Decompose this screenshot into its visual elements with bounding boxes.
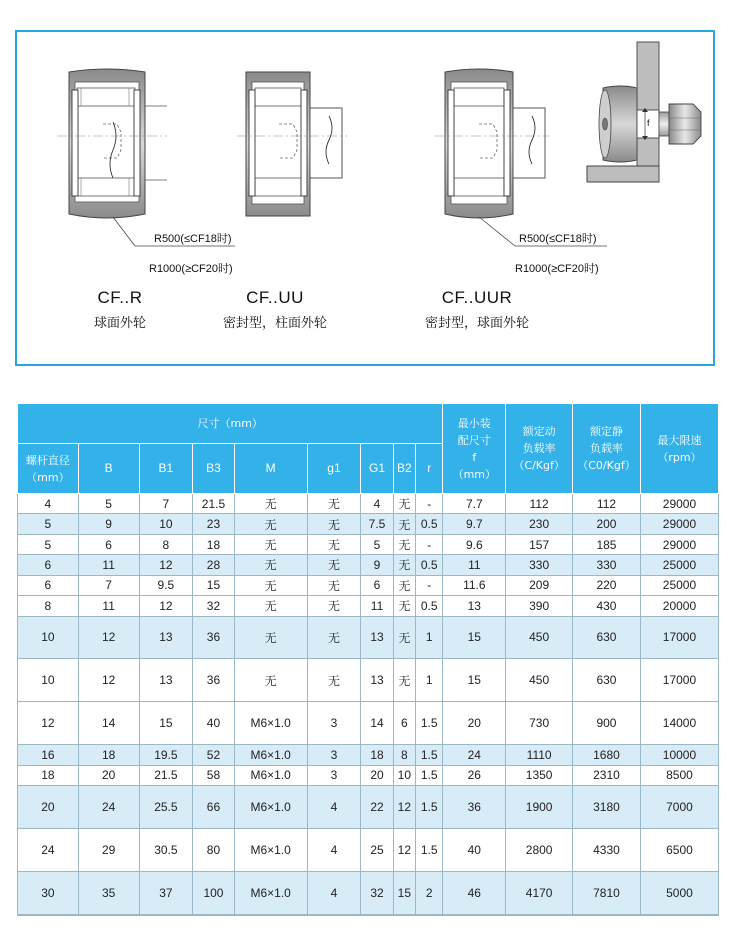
static-rating-header — [573, 404, 641, 494]
mount-dimension-label: f — [647, 118, 650, 128]
table-cell: 21.5 — [139, 765, 193, 785]
table-cell: 100 — [193, 871, 235, 914]
table-cell: 24 — [18, 829, 79, 872]
table-cell: 1.5 — [416, 829, 443, 872]
table-cell: M6×1.0 — [234, 829, 307, 872]
table-cell: 无 — [393, 494, 415, 514]
table-cell: 1.5 — [416, 702, 443, 745]
col-header-b1: B1 — [139, 444, 193, 494]
table-cell: 9 — [78, 514, 139, 534]
table-cell: 6 — [78, 534, 139, 554]
table-row — [18, 494, 719, 514]
table-cell: 3180 — [573, 786, 641, 829]
table-cell: 5 — [18, 514, 79, 534]
table-cell: 10 — [18, 616, 79, 659]
table-cell: 20 — [78, 765, 139, 785]
table-cell: 730 — [506, 702, 573, 745]
table-cell: 1.5 — [416, 786, 443, 829]
table-cell: - — [416, 575, 443, 595]
table-cell: 1.5 — [416, 745, 443, 765]
table-cell: 9.7 — [443, 514, 506, 534]
table-cell: 1 — [416, 616, 443, 659]
header-line: （C0/Kgf） — [577, 459, 636, 472]
header-line: 配尺寸 — [457, 433, 491, 447]
table-cell: 14000 — [640, 702, 718, 745]
table-cell: 15 — [443, 616, 506, 659]
variant-code: CF..UUR — [441, 288, 513, 307]
table-row — [18, 702, 719, 745]
table-cell: 630 — [573, 659, 641, 702]
table-cell: 11 — [78, 555, 139, 575]
table-cell: 22 — [361, 786, 393, 829]
dynamic-rating-header — [506, 404, 573, 494]
table-cell: 无 — [307, 596, 361, 616]
table-cell: 10 — [393, 765, 415, 785]
table-cell: 无 — [393, 534, 415, 554]
header-line: 螺杆直径 — [25, 453, 70, 467]
table-cell: 13 — [361, 616, 393, 659]
stud-diameter-header — [18, 444, 79, 494]
table-cell: 13 — [361, 659, 393, 702]
table-row — [18, 786, 719, 829]
table-cell: 230 — [506, 514, 573, 534]
table-cell: 10 — [18, 659, 79, 702]
table-cell: 2800 — [506, 829, 573, 872]
header-line: 最小装 — [457, 416, 491, 430]
table-cell: 无 — [234, 555, 307, 575]
table-cell: 30 — [18, 871, 79, 914]
table-cell: 无 — [307, 575, 361, 595]
table-cell: 4170 — [506, 871, 573, 914]
table-cell: 4330 — [573, 829, 641, 872]
table-cell: 36 — [193, 659, 235, 702]
table-cell: 35 — [78, 871, 139, 914]
table-cell: 16 — [18, 745, 79, 765]
variant-cf-r — [65, 288, 175, 331]
table-cell: 30.5 — [139, 829, 193, 872]
header-line: （mm） — [26, 470, 70, 484]
table-cell: 12 — [393, 829, 415, 872]
table-cell: 11.6 — [443, 575, 506, 595]
table-cell: 5 — [361, 534, 393, 554]
table-cell: 29000 — [640, 534, 718, 554]
table-cell: M6×1.0 — [234, 745, 307, 765]
table-cell: 12 — [78, 616, 139, 659]
table-cell: 0.5 — [416, 555, 443, 575]
table-cell: 29 — [78, 829, 139, 872]
table-cell: 13 — [443, 596, 506, 616]
table-cell: 630 — [573, 616, 641, 659]
table-cell: M6×1.0 — [234, 786, 307, 829]
table-cell: 13 — [139, 659, 193, 702]
table-cell: 无 — [393, 514, 415, 534]
table-cell: 1110 — [506, 745, 573, 765]
table-cell: 3 — [307, 765, 361, 785]
header-line: 负载率 — [589, 442, 623, 455]
table-cell: 29000 — [640, 514, 718, 534]
table-cell: 18 — [193, 534, 235, 554]
table-cell: 5 — [78, 494, 139, 514]
table-cell: 20 — [18, 786, 79, 829]
table-cell: 15 — [193, 575, 235, 595]
variant-cf-uur — [407, 288, 547, 331]
table-cell: 3 — [307, 745, 361, 765]
table-cell: 25 — [361, 829, 393, 872]
table-cell: 6 — [361, 575, 393, 595]
table-row — [18, 765, 719, 785]
table-cell: 8 — [139, 534, 193, 554]
col-header-g1-upper: G1 — [361, 444, 393, 494]
table-cell: 185 — [573, 534, 641, 554]
table-cell: 5 — [18, 534, 79, 554]
cf-r-drawing — [57, 69, 235, 246]
table-cell: 无 — [307, 616, 361, 659]
table-cell: 4 — [307, 871, 361, 914]
radius-note-right-1: R500(≤CF18时) — [519, 233, 597, 245]
table-cell: 1350 — [506, 765, 573, 785]
table-cell: - — [416, 494, 443, 514]
table-cell: 10 — [139, 514, 193, 534]
table-cell: 1 — [416, 659, 443, 702]
table-row — [18, 871, 719, 914]
table-cell: 26 — [443, 765, 506, 785]
variant-desc: 密封型，球面外轮 — [424, 316, 529, 331]
table-cell: 1900 — [506, 786, 573, 829]
table-cell: 17000 — [640, 616, 718, 659]
header-line: （mm） — [452, 467, 497, 481]
table-cell: 80 — [193, 829, 235, 872]
table-row — [18, 555, 719, 575]
table-cell: 1.5 — [416, 765, 443, 785]
table-cell: 无 — [234, 575, 307, 595]
table-cell: 900 — [573, 702, 641, 745]
diagram-panel — [15, 30, 715, 366]
table-cell: 无 — [234, 494, 307, 514]
table-cell: 8 — [393, 745, 415, 765]
table-cell: 6 — [18, 575, 79, 595]
table-cell: 11 — [361, 596, 393, 616]
table-cell: 无 — [307, 555, 361, 575]
header-line: f — [472, 450, 477, 464]
table-cell: 0.5 — [416, 596, 443, 616]
table-cell: 11 — [78, 596, 139, 616]
header-line: （rpm） — [657, 450, 702, 464]
table-cell: 5000 — [640, 871, 718, 914]
table-cell: 40 — [193, 702, 235, 745]
table-cell: 25.5 — [139, 786, 193, 829]
table-cell: 13 — [139, 616, 193, 659]
table-cell: 450 — [506, 659, 573, 702]
table-cell: 2310 — [573, 765, 641, 785]
table-cell: 7.7 — [443, 494, 506, 514]
table-cell: 37 — [139, 871, 193, 914]
table-cell: - — [416, 534, 443, 554]
table-row — [18, 829, 719, 872]
table-cell: 0.5 — [416, 514, 443, 534]
table-cell: 2 — [416, 871, 443, 914]
table-cell: 12 — [78, 659, 139, 702]
table-cell: 66 — [193, 786, 235, 829]
table-cell: 23 — [193, 514, 235, 534]
col-header-b2: B2 — [393, 444, 415, 494]
table-cell: 12 — [393, 786, 415, 829]
table-cell: 157 — [506, 534, 573, 554]
table-cell: 12 — [139, 596, 193, 616]
radius-note-left-1: R500(≤CF18时) — [154, 233, 232, 245]
cf-uur-drawing — [435, 69, 607, 246]
table-cell: 6500 — [640, 829, 718, 872]
variant-code: CF..R — [97, 288, 143, 307]
table-cell: 430 — [573, 596, 641, 616]
table-cell: 10000 — [640, 745, 718, 765]
table-cell: 1680 — [573, 745, 641, 765]
table-bottom-rule — [17, 915, 719, 916]
table-cell: 8 — [18, 596, 79, 616]
table-cell: 21.5 — [193, 494, 235, 514]
table-cell: 无 — [234, 659, 307, 702]
size-group-header: 尺寸（mm） — [18, 404, 443, 444]
header-line: （C/Kgf） — [513, 459, 565, 472]
table-cell: 112 — [573, 494, 641, 514]
table-cell: 390 — [506, 596, 573, 616]
header-line: 额定静 — [589, 425, 623, 438]
table-cell: M6×1.0 — [234, 871, 307, 914]
variant-desc: 密封型，柱面外轮 — [222, 316, 327, 331]
table-cell: 24 — [78, 786, 139, 829]
table-row — [18, 659, 719, 702]
cf-uu-drawing — [237, 72, 347, 216]
table-cell: 40 — [443, 829, 506, 872]
spec-table-body — [18, 494, 719, 915]
table-cell: 29000 — [640, 494, 718, 514]
col-header-m: M — [234, 444, 307, 494]
table-cell: 28 — [193, 555, 235, 575]
table-cell: 4 — [18, 494, 79, 514]
table-cell: 4 — [307, 786, 361, 829]
radius-note-left-2: R1000(≥CF20时) — [149, 263, 233, 275]
table-cell: 58 — [193, 765, 235, 785]
table-cell: 7 — [78, 575, 139, 595]
table-cell: 无 — [234, 616, 307, 659]
table-cell: 220 — [573, 575, 641, 595]
table-cell: 36 — [443, 786, 506, 829]
mounting-drawing — [587, 42, 701, 182]
table-cell: 无 — [234, 514, 307, 534]
table-cell: 20000 — [640, 596, 718, 616]
table-cell: M6×1.0 — [234, 765, 307, 785]
table-cell: 15 — [443, 659, 506, 702]
table-cell: 6 — [18, 555, 79, 575]
table-cell: 18 — [18, 765, 79, 785]
table-cell: 25000 — [640, 555, 718, 575]
table-cell: 330 — [506, 555, 573, 575]
table-cell: 25000 — [640, 575, 718, 595]
table-cell: 3 — [307, 702, 361, 745]
table-cell: 12 — [18, 702, 79, 745]
table-cell: 无 — [234, 534, 307, 554]
table-cell: 7000 — [640, 786, 718, 829]
header-row-1 — [18, 404, 719, 444]
table-cell: 无 — [307, 494, 361, 514]
col-header-b: B — [78, 444, 139, 494]
table-cell: 15 — [139, 702, 193, 745]
table-cell: 无 — [393, 575, 415, 595]
spec-table — [17, 403, 719, 915]
header-line: 负载率 — [522, 442, 556, 455]
table-cell: 46 — [443, 871, 506, 914]
table-cell: 7 — [139, 494, 193, 514]
table-cell: 9.6 — [443, 534, 506, 554]
col-header-b3: B3 — [193, 444, 235, 494]
table-cell: 无 — [393, 555, 415, 575]
table-cell: 24 — [443, 745, 506, 765]
variant-cf-uu — [205, 288, 345, 331]
radius-note-right-2: R1000(≥CF20时) — [515, 263, 599, 275]
table-cell: 8500 — [640, 765, 718, 785]
table-cell: 无 — [393, 616, 415, 659]
table-cell: 14 — [361, 702, 393, 745]
header-line: 最大限速 — [657, 433, 702, 447]
table-row — [18, 596, 719, 616]
variant-code: CF..UU — [246, 288, 304, 307]
table-cell: 18 — [361, 745, 393, 765]
table-cell: 52 — [193, 745, 235, 765]
table-cell: 无 — [393, 659, 415, 702]
table-cell: 7810 — [573, 871, 641, 914]
table-cell: 330 — [573, 555, 641, 575]
table-row — [18, 575, 719, 595]
variant-desc: 球面外轮 — [93, 316, 146, 331]
table-cell: 无 — [393, 596, 415, 616]
table-cell: 6 — [393, 702, 415, 745]
table-cell: 112 — [506, 494, 573, 514]
table-cell: 36 — [193, 616, 235, 659]
table-cell: 209 — [506, 575, 573, 595]
table-row — [18, 514, 719, 534]
table-cell: 7.5 — [361, 514, 393, 534]
table-cell: 4 — [307, 829, 361, 872]
table-cell: 15 — [393, 871, 415, 914]
table-cell: 无 — [307, 514, 361, 534]
table-cell: 4 — [361, 494, 393, 514]
table-cell: 19.5 — [139, 745, 193, 765]
min-mount-header — [443, 404, 506, 494]
header-line: 额定动 — [522, 425, 556, 438]
table-cell: 32 — [193, 596, 235, 616]
table-cell: 11 — [443, 555, 506, 575]
table-cell: 9 — [361, 555, 393, 575]
table-cell: 12 — [139, 555, 193, 575]
table-cell: 450 — [506, 616, 573, 659]
col-header-r: r — [416, 444, 443, 494]
table-cell: 无 — [307, 659, 361, 702]
table-row — [18, 745, 719, 765]
table-cell: 200 — [573, 514, 641, 534]
table-cell: M6×1.0 — [234, 702, 307, 745]
table-cell: 14 — [78, 702, 139, 745]
table-cell: 17000 — [640, 659, 718, 702]
table-cell: 无 — [234, 596, 307, 616]
max-speed-header — [640, 404, 718, 494]
col-header-g1-lower: g1 — [307, 444, 361, 494]
table-cell: 无 — [307, 534, 361, 554]
table-cell: 9.5 — [139, 575, 193, 595]
table-cell: 18 — [78, 745, 139, 765]
table-cell: 20 — [443, 702, 506, 745]
table-row — [18, 534, 719, 554]
table-cell: 32 — [361, 871, 393, 914]
table-row — [18, 616, 719, 659]
table-cell: 20 — [361, 765, 393, 785]
